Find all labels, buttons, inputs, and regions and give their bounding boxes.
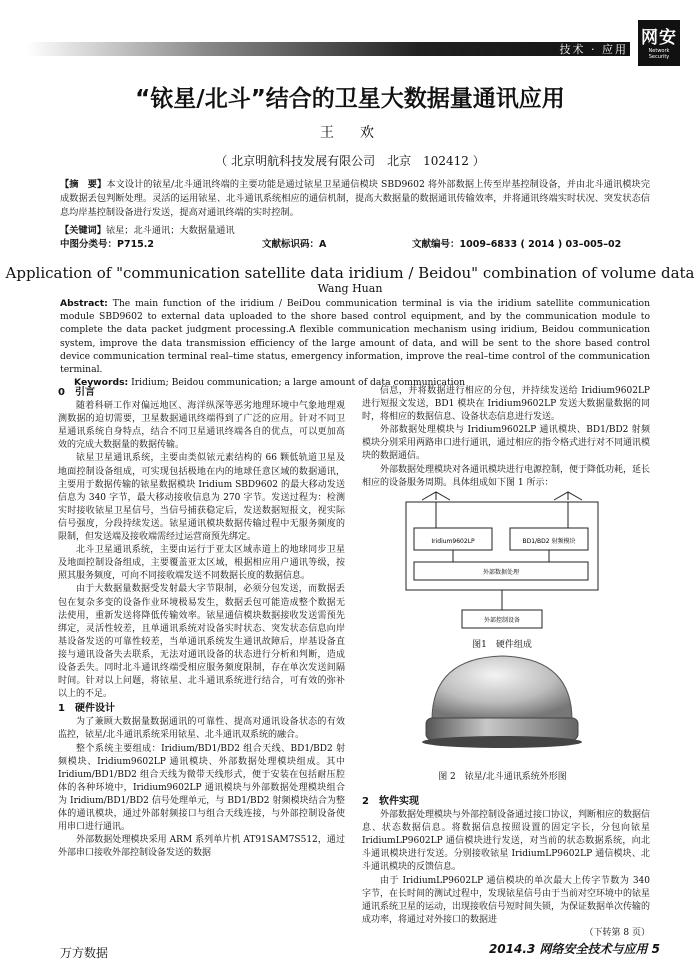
paragraph: 铱星卫星通讯系统，主要由类似铱元素结构的 66 颗低轨道卫星及地面控制设备组成，可实现包括极地在内的地球任意区域的数据通讯，主要用于数据传输的铱星数据模块 Iridium SBD9602 的最大移动发送信息为 340 字节，最大移动接收信息为 270 字节。发送过程为：检测实时接收铱星卫星信号，当信号捕获稳定后，发送数据短报文，视实际信号强度，分段持续发送。铱星通讯模块数据传输过程中无服务频度的限制，但发送端及接收端需经过运营商预先绑定。	[58, 453, 345, 543]
keywords-cn-label: 【关键词】	[60, 225, 106, 236]
author-en: Wang Huan	[317, 282, 383, 295]
fig1-processor-label: 外部数据处理	[482, 569, 520, 576]
doc-code: 文献标识码：A	[262, 239, 327, 250]
figure-1	[392, 488, 612, 648]
section-label: 技术 · 应用	[559, 43, 628, 56]
right-column-top	[362, 385, 650, 490]
abstract-en-label: Abstract:	[60, 298, 108, 309]
page-number: 5	[651, 942, 660, 956]
figure-2	[400, 650, 605, 780]
section-2-heading: 2 软件实现	[362, 796, 419, 807]
header-bar	[26, 42, 630, 56]
article-number: 文献编号：1009–6833 ( 2014 ) 03–005–02	[412, 239, 622, 250]
author-name: 王 欢	[320, 125, 380, 141]
keywords-en-label: Keywords:	[74, 377, 129, 389]
keywords-en-text: Iridium; Beidou communication; a large amount of data communication	[131, 377, 466, 389]
abstract-cn-text: 本文设计的铱星/北斗通讯终端的主要功能是通过铱星卫星通信模块 SBD9602 将外部数据上传至岸基控制设备，并由北斗通讯模块完成数据丢包判断处理。灵活的运用铱星、北斗通讯系统相应的通信机制，提高大数据量的数据通讯传输效率，并将通讯终端实时状况、突发状态信息均岸基控制设备进行发送，提高对通讯终端的实时控制。	[60, 179, 651, 218]
clc-number: 中图分类号：P715.2	[60, 239, 155, 250]
section-0-heading: 0 引言	[58, 387, 95, 398]
footer-journal-name: 网络安全技术与应用	[539, 942, 648, 956]
footer-journal	[489, 940, 660, 957]
logo-cn: 网安	[641, 28, 677, 48]
paragraph: 由于 IridiumLP9602LP 通信模块的单次最大上传字节数为 340 字节，在长时间的测试过程中，发现铱星信号由于当前对空环境中的铱星通讯系统卫星的运动，出现接收信号短时间失锁，为保证数据单次传输的成功率，将通过对外接口的数据进	[362, 875, 651, 925]
terminal-photo	[400, 650, 605, 765]
paragraph: 外部数据处理模块与 Iridium9602LP 通讯模块、BD1/BD2 射频模块分别采用两路串口进行通讯，通过相应的指令格式进行对不同通讯模块的数据通信。	[362, 425, 651, 462]
paragraph: 信息，并将数据进行相应的分包，并持续发送给 Iridium9602LP 进行短报文发送，BD1 模块在 Iridium9602LP 发送大数据量数据的同时，将相应的数据信息、设备状态信息进行发送。	[362, 386, 650, 423]
source-watermark: 万方数据	[60, 946, 109, 960]
abstract-cn-label: 【摘 要】	[60, 179, 107, 190]
section-1-heading: 1 硬件设计	[58, 703, 115, 715]
abstract-cn	[60, 178, 650, 220]
fig1-bd-label: BD1/BD2 射频模块	[522, 538, 576, 545]
left-column	[58, 385, 345, 930]
figure-2-caption: 图 2 铱星/北斗通讯系统外形图	[438, 772, 567, 782]
fig1-controller-label: 外部控制设备	[483, 617, 521, 624]
paragraph: 由于大数据量数据受发射最大字节限制，必须分包发送，而数据丢包在复杂多变的设备作业环境极易发生，数据丢包可能造成整个数据无法使用，重新发送将降低传输效率。铱星通信模块数据接收发送需预先绑定，灵活性较差，且单通讯系统对设备实时状态、突发状态信息向岸基设备发送的可靠性较差，当单通讯系统发生通讯故障后，岸基设备直接与通讯设备失去联系，无法对通讯设备的状态进行分析和判断，造成设备丢失。同时北斗通讯终端受相应服务频度限制，存在单次发送间隔时间。针对以上问题，将铱星、北斗通讯系统进行结合，可有效的弥补以上的不足。	[58, 584, 345, 700]
footer-issue: 2014.3	[488, 942, 536, 956]
figure-1-caption: 图1 硬件组成	[472, 640, 532, 650]
right-column-bottom	[362, 794, 650, 940]
paragraph: 为了兼顾大数据量数据通讯的可靠性、提高对通讯设备状态的有效监控，铱星/北斗通讯系统采用铱星、北斗通讯双系统的融合。	[58, 717, 345, 741]
abstract-en	[60, 297, 650, 389]
fig1-iridium-label: Iridium9602LP	[431, 538, 475, 545]
journal-logo	[638, 20, 680, 66]
keywords-cn-text: 铱星；北斗通讯；大数据量通讯	[105, 225, 235, 236]
paragraph: 外部数据处理模块与外部控制设备通过接口协议，判断相应的数据信息、状态数据信息。将数据信息按照设置的固定字长，分包向铱星 IridiumLP9602LP 通信模块进行发送，对当前的状态数据系统，向北斗通讯模块进行发送。分别接收铱星 IridiumLP9602LP 通信模块、北斗通讯模块的反馈信息。	[362, 810, 651, 873]
paragraph: 随着科研工作对偏远地区、海洋纵深等恶劣地理环境中气象地理观测数据的迫切需要，卫星数据通讯终端得到了广泛的应用。针对不同卫星通讯系统自身特点，结合不同卫星通讯终端各自的优点，可以更加高效的完成大数据量的数据传输。	[58, 401, 345, 451]
paragraph: 整个系统主要组成：Iridium/BD1/BD2 组合天线、BD1/BD2 射频模块、Iridium9602LP 通讯模块、外部数据处理模块组成。其中 Iridium/BD1/BD2 组合天线为微带天线形式，便于安装在包括耐压腔体的各种环境中，Iridium9602LP 通讯模块与外部数据处理模块组合为 Iridium/BD1/BD2 信号处理单元，与 BD1/BD2 射频模块结合为整体的通讯模块，通过外部射频接口与组合天线连接，与外部控制设备使用串口进行通讯。	[58, 743, 345, 833]
paragraph: 外部数据处理模块对各通讯模块进行电源控制，便于降低功耗，延长相应的设备服务周期。具体组成如下图 1 所示：	[362, 464, 651, 488]
logo-en: Network Security	[648, 48, 670, 60]
article-title: “铱星/北斗”结合的卫星大数据量通讯应用	[135, 86, 565, 112]
paragraph: 外部数据处理模块采用 ARM 系列单片机 AT91SAM7S512，通过外部串口接收外部控制设备发送的数据	[58, 835, 345, 859]
paragraph: 北斗卫星通讯系统，主要由运行于亚太区域赤道上的地球同步卫星及地面控制设备组成，主要覆盖亚太区域，根据相应用户通讯等级，按照其服务频度，可向不同接收端发送不同数据长度的数据信息。	[58, 545, 345, 582]
title-en: Application of "communication satellite data iridium / Beidou" combination of volume data	[5, 264, 695, 282]
abstract-en-text: The main function of the iridium / BeiDou communication terminal is via the iridium satellite communication module SBD9602 to external data uploaded to the shore based control equipment, and by the communication module to complete the data packet judgment processing.A flexible communication mechanism using iridium, Beidou communication system, improve the data transmission efficiency of the large amount of data, and will be sent to the shore based control device communication terminal real–time status, emergency information, improve the real–time control of the communication terminal.	[60, 298, 650, 376]
continued-note: （下转第 8 页）	[584, 927, 650, 938]
affiliation: （ 北京明航科技发展有限公司 北京 102412 ）	[215, 154, 485, 168]
figure-1-diagram	[392, 488, 612, 633]
keywords-cn	[60, 222, 235, 236]
